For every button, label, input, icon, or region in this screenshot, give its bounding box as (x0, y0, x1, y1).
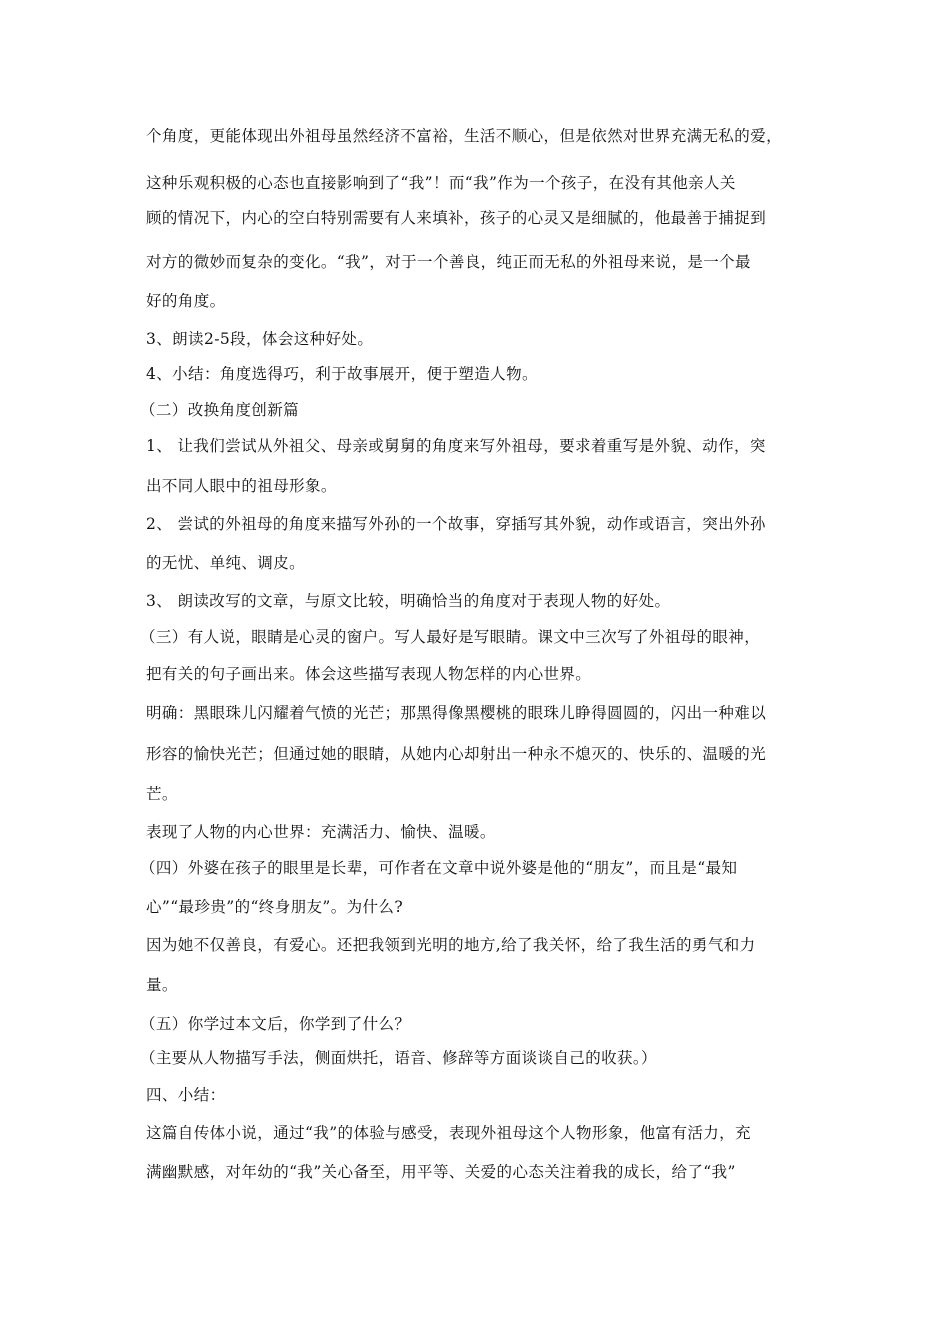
text-line: 1、 让我们尝试从外祖父、母亲或舅舅的角度来写外祖母，要求着重写是外貌、动作，突 (146, 437, 766, 455)
text-line: 明确：黑眼珠儿闪耀着气愤的光芒；那黑得像黑樱桃的眼珠儿睁得圆圆的，闪出一种难以 (146, 704, 767, 722)
text-line: 的无忧、单纯、调皮。 (146, 554, 306, 572)
text-line: 2、 尝试的外祖母的角度来描写外孙的一个故事，穿插写其外貌，动作或语言，突出外孙 (146, 515, 766, 533)
section-heading: 四、小结： (146, 1086, 226, 1104)
text-line: 顾的情况下，内心的空白特别需要有人来填补，孩子的心灵又是细腻的，他最善于捕捉到 (146, 209, 767, 227)
text-line: 个角度，更能体现出外祖母虽然经济不富裕，生活不顺心，但是依然对世界充满无私的爱， (146, 127, 783, 145)
text-line: 形容的愉快光芒；但通过她的眼睛，从她内心却射出一种永不熄灭的、快乐的、温暖的光 (146, 745, 767, 763)
text-line: 量。 (146, 976, 178, 994)
text-line: 出不同人眼中的祖母形象。 (146, 477, 337, 495)
text-line: 把有关的句子画出来。体会这些描写表现人物怎样的内心世界。 (146, 665, 592, 683)
text-line: 好的角度。 (146, 292, 226, 310)
text-line: 这种乐观积极的心态也直接影响到了“我”！而“我”作为一个孩子，在没有其他亲人关 (146, 174, 736, 192)
text-line: 芒。 (146, 785, 178, 803)
text-line: 满幽默感，对年幼的“我”关心备至，用平等、关爱的心态关注着我的成长，给了“我” (146, 1163, 736, 1181)
text-line: 表现了人物的内心世界：充满活力、愉快、温暖。 (146, 823, 496, 841)
text-line: 对方的微妙而复杂的变化。“我”，对于一个善良，纯正而无私的外祖母来说，是一个最 (146, 253, 751, 271)
text-line: 4、小结：角度选得巧，利于故事展开，便于塑造人物。 (146, 365, 538, 383)
text-line: 心”“最珍贵”的“终身朋友”。为什么? (146, 898, 404, 916)
section-heading: （四）外婆在孩子的眼里是长辈，可作者在文章中说外婆是他的“朋友”，而且是“最知 (140, 859, 738, 877)
text-line: 这篇自传体小说，通过“我”的体验与感受，表现外祖母这个人物形象，他富有活力，充 (146, 1124, 751, 1142)
text-line: 3、朗读2-5段，体会这种好处。 (146, 330, 374, 348)
text-line: （主要从人物描写手法，侧面烘托，语音、修辞等方面谈谈自己的收获。） (140, 1049, 657, 1067)
text-line: 因为她不仅善良，有爱心。还把我领到光明的地方,给了我关怀，给了我生活的勇气和力 (146, 936, 756, 954)
text-line: 3、 朗读改写的文章，与原文比较，明确恰当的角度对于表现人物的好处。 (146, 592, 671, 610)
section-heading: （五）你学过本文后，你学到了什么？ (140, 1015, 411, 1033)
section-heading: （三）有人说，眼睛是心灵的窗户。写人最好是写眼睛。课文中三次写了外祖母的眼神， (140, 628, 761, 646)
section-heading: （二）改换角度创新篇 (140, 401, 300, 419)
